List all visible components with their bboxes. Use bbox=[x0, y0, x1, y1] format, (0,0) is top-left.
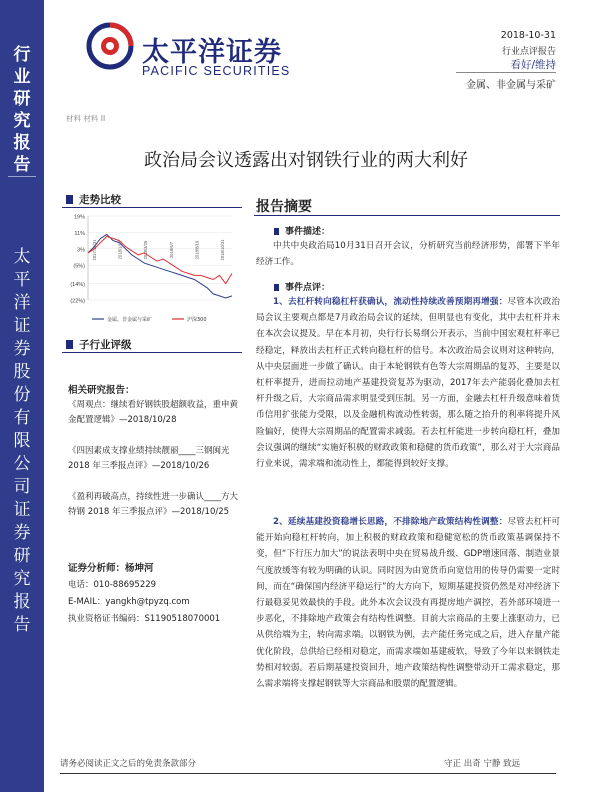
related-report-item[interactable]: 《周观点：继续看好钢铁股超额收益，重申黄金配置逻辑》—2018/10/28 bbox=[68, 400, 239, 425]
brand-name-en: PACIFIC SECURITIES bbox=[142, 64, 291, 78]
sidebar-char: 研 bbox=[13, 546, 31, 566]
sidebar-char: 太 bbox=[13, 247, 31, 267]
sector-tag: 材料 材料 II bbox=[66, 114, 106, 123]
chart-x-tick-label: 2017/10/31 bbox=[92, 239, 97, 261]
sidebar-char: 业 bbox=[13, 67, 31, 87]
industry-rating: 看好/维持 bbox=[510, 59, 556, 71]
sidebar-company-name bbox=[0, 246, 44, 637]
section-marker-icon bbox=[66, 195, 73, 204]
sidebar-char: 司 bbox=[13, 477, 31, 497]
related-report-item[interactable]: 《四因素成支撑业绩持续靓丽____三钢闽光 2018 年三季报点评》—2018/10/26 bbox=[68, 446, 230, 471]
bullet-icon bbox=[274, 284, 279, 291]
chart-series-line bbox=[88, 237, 232, 284]
sidebar-char: 限 bbox=[13, 431, 31, 451]
analyst-license: 执业资格证书编码：S1190518070001 bbox=[68, 614, 221, 624]
industry-name: 金属、非金属与采矿 bbox=[466, 80, 556, 91]
chart-x-tick-label: 2018/6/7 bbox=[168, 241, 174, 259]
footer-motto: 守正 出奇 宁静 致远 bbox=[444, 759, 521, 769]
chart-legend-label: 金属、非金属与采矿 bbox=[107, 317, 153, 323]
chart-y-tick-label: (5%) bbox=[73, 263, 85, 270]
sidebar-char: 告 bbox=[13, 615, 31, 635]
analyst-email[interactable]: E-MAIL：yangkh@tpyzq.com bbox=[68, 597, 190, 607]
point1-body: 尽管本次政治局会议主要观点都是7月政治局会议的延续，但明显也有变化，其中去杠杆并未在本次会议提及。早在本月初，央行行长易纲公开表示，当前中国宏观杠杆率已经稳定，释放出去杠杆正式转向稳杠杆的信号。本次政治局会议则对这种转向，从中央层面进一步做了确认。由于本轮钢铁有色等大宗周期品的复苏，主要是以杠杆率提升，进而拉动地产基建投资复苏为驱动，2017年去产能弱化叠加去杠杆升级之后，大宗商品需求明显受到压制。另一方面，金融去杠杆升级意味着货币信用扩张能力受限，以及金融机构流动性转弱，那么随之抬升的利率将提升风险偏好，使得大宗周期品的配置需求减弱。若去杠杆能进一步转向稳杠杆，叠加会议强调的继续“实施好积极的财政政策和稳健的货币政策”，那么对于大宗商品行业来说，需求端和流动性上，都能得到较好支撑。 bbox=[256, 297, 560, 470]
chart-x-tick-label: 2018/3/26 bbox=[143, 240, 149, 260]
chart-x-tick-label: 2018/10/31 bbox=[220, 239, 225, 261]
chart-series-line bbox=[88, 234, 232, 298]
report-date: 2018-10-31 bbox=[500, 30, 556, 41]
chart-x-tick-label: 2018/1/12 bbox=[117, 240, 123, 260]
related-reports-header: 相关研究报告： bbox=[68, 385, 135, 396]
sidebar-char: 究 bbox=[13, 111, 31, 131]
sidebar-char: 有 bbox=[13, 408, 31, 428]
sidebar-divider bbox=[8, 176, 36, 177]
event-desc-title: 事件描述： bbox=[274, 224, 330, 237]
sidebar-char: 报 bbox=[13, 133, 31, 153]
sidebar-char: 券 bbox=[13, 339, 31, 359]
sidebar-char: 股 bbox=[13, 362, 31, 382]
event-comment-title: 事件点评： bbox=[274, 280, 330, 293]
chart-y-tick-label: (22%) bbox=[70, 298, 85, 305]
sidebar-char: 告 bbox=[13, 155, 31, 175]
sidebar-char: 证 bbox=[13, 500, 31, 520]
sidebar-char: 份 bbox=[13, 385, 31, 405]
bullet-icon bbox=[274, 228, 279, 235]
chart-y-tick-label: 11% bbox=[74, 230, 85, 237]
sidebar-char: 券 bbox=[13, 523, 31, 543]
analyst-phone: 电话：010-88695229 bbox=[68, 580, 157, 590]
trend-header: 走势比较 bbox=[66, 192, 121, 207]
sidebar-char: 究 bbox=[13, 569, 31, 589]
sidebar-char: 证 bbox=[13, 316, 31, 336]
sidebar-char: 报 bbox=[13, 592, 31, 612]
chart-y-tick-label: 19% bbox=[73, 214, 85, 221]
related-report-item[interactable]: 《盈利再破高点，持续性进一步确认____方大特钢 2018 年三季报点评》—2018/10/25 bbox=[68, 492, 239, 517]
point1-lead: 1、去杠杆转向稳杠杆获确认，流动性持续改善预期再增强： bbox=[273, 297, 508, 307]
chart-y-tick-label: (14%) bbox=[70, 282, 85, 289]
point2-lead: 2、延续基建投资稳增长思路，不排除地产政策结构性调整： bbox=[273, 517, 508, 527]
footer-rule bbox=[60, 773, 556, 774]
sidebar bbox=[0, 0, 44, 792]
point2-body: 尽管去杠杆可能开始向稳杠杆转向，加上积极的财政政策和稳健宽松的货币政策基调保持不变，但“下行压力加大”的说法表明中央在贸易战升级、GDP增速回落、制造业景气度放缓等有较为明确的认识。同时因为由宽货币向宽信用的传导仍需要一定时间，而在“确保国内经济平稳运行”的大方向下，短期基建投资仍然是对冲经济下行最稳妥见效最快的手段。此外本次会议没有再提房地产调控，若外部环境进一步恶化，不排除地产政策会有结构性调整。目前大宗商品的主要上涨驱动力，已从供给端为主，转向需求端。以钢铁为例，去产能任务完成之后，进入存量产能优化阶段，总供给已经相对稳定，而需求端如基建疲软，导致了今年以来钢铁走势相对较弱。若后期基建投资回升，地产政策结构性调整带动开工需求稳定，那么需求端将支撑起钢铁等大宗商品和股票的配置逻辑。 bbox=[256, 517, 560, 690]
sidebar-char: 公 bbox=[13, 454, 31, 474]
page-title: 政治局会议透露出对钢铁行业的两大利好 bbox=[144, 150, 468, 171]
chart-y-tick-label: 3% bbox=[77, 247, 85, 254]
sidebar-char: 平 bbox=[13, 270, 31, 290]
report-type: 行业点评报告 bbox=[501, 47, 556, 57]
company-logo-icon bbox=[86, 22, 134, 70]
abstract-rule bbox=[254, 215, 560, 216]
footer-disclaimer: 请务必阅读正文之后的免责条款部分 bbox=[60, 759, 197, 769]
sub-rating-header: 子行业评级 bbox=[66, 337, 132, 352]
rating-divider bbox=[456, 72, 556, 73]
point2-paragraph bbox=[256, 514, 560, 692]
event-desc-text: 中共中央政治局10月31日召开会议，分析研究当前经济形势，部署下半年经济工作。 bbox=[256, 241, 560, 268]
chart-legend-label: 沪深300 bbox=[187, 317, 207, 323]
sub-rating-rule bbox=[62, 352, 242, 353]
sidebar-char: 洋 bbox=[13, 293, 31, 313]
sidebar-char: 行 bbox=[13, 45, 31, 65]
section-marker-icon bbox=[66, 340, 73, 349]
point1-paragraph bbox=[256, 294, 560, 472]
brand-name-cn: 太平洋证券 bbox=[142, 37, 282, 68]
sidebar-char: 研 bbox=[13, 89, 31, 109]
chart-x-tick-label: 2018/8/19 bbox=[194, 240, 200, 260]
trend-chart bbox=[62, 208, 238, 332]
abstract-header: 报告摘要 bbox=[256, 199, 312, 215]
analyst-header: 证券分析师：杨坤河 bbox=[68, 563, 154, 574]
